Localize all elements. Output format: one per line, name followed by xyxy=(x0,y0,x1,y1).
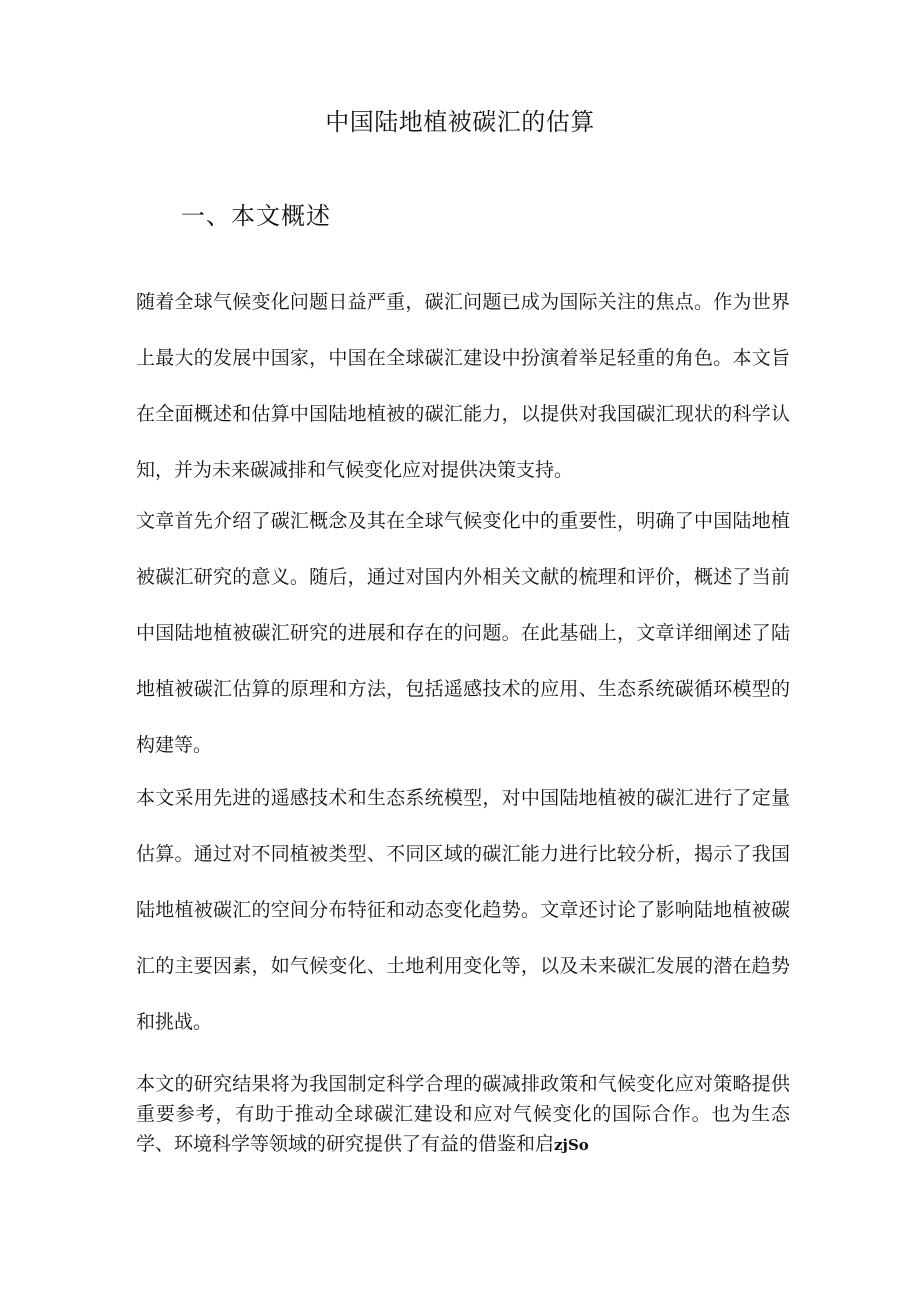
paragraph-4-text: 本文的研究结果将为我国制定科学合理的碳减排政策和气候变化应对策略提供重要参考，有助于推动全球碳汇建设和应对气候变化的国际合作。也为生态学、环境科学等领域的研究提供了有益的借鉴和启 xyxy=(136,1073,790,1155)
paragraph-3: 本文采用先进的遥感技术和生态系统模型，对中国陆地植被的碳汇进行了定量估算。通过对不同植被类型、不同区域的碳汇能力进行比较分析，揭示了我国陆地植被碳汇的空间分布特征和动态变化趋势。文章还讨论了影响陆地植被碳汇的主要因素，如气候变化、土地利用变化等，以及未来碳汇发展的潜在趋势和挑战。 xyxy=(136,787,790,1033)
paragraph-1: 随着全球气候变化问题日益严重，碳汇问题已成为国际关注的焦点。作为世界上最大的发展中国家，中国在全球碳汇建设中扮演着举足轻重的角色。本文旨在全面概述和估算中国陆地植被的碳汇能力，以提供对我国碳汇现状的科学认知，并为未来碳减排和气候变化应对提供决策支持。 xyxy=(136,291,790,481)
paragraph-2: 文章首先介绍了碳汇概念及其在全球气候变化中的重要性，明确了中国陆地植被碳汇研究的意义。随后，通过对国内外相关文献的梳理和评价，概述了当前中国陆地植被碳汇研究的进展和存在的问题。在此基础上，文章详细阐述了陆地植被碳汇估算的原理和方法，包括遥感技术的应用、生态系统碳循环模型的构建等。 xyxy=(136,510,790,756)
section-heading: 一、本文概述 xyxy=(181,202,331,230)
document-title: 中国陆地植被碳汇的估算 xyxy=(325,108,595,136)
paragraph-4-tail: zjSo xyxy=(554,1136,589,1154)
paragraph-4 xyxy=(136,1069,790,1160)
